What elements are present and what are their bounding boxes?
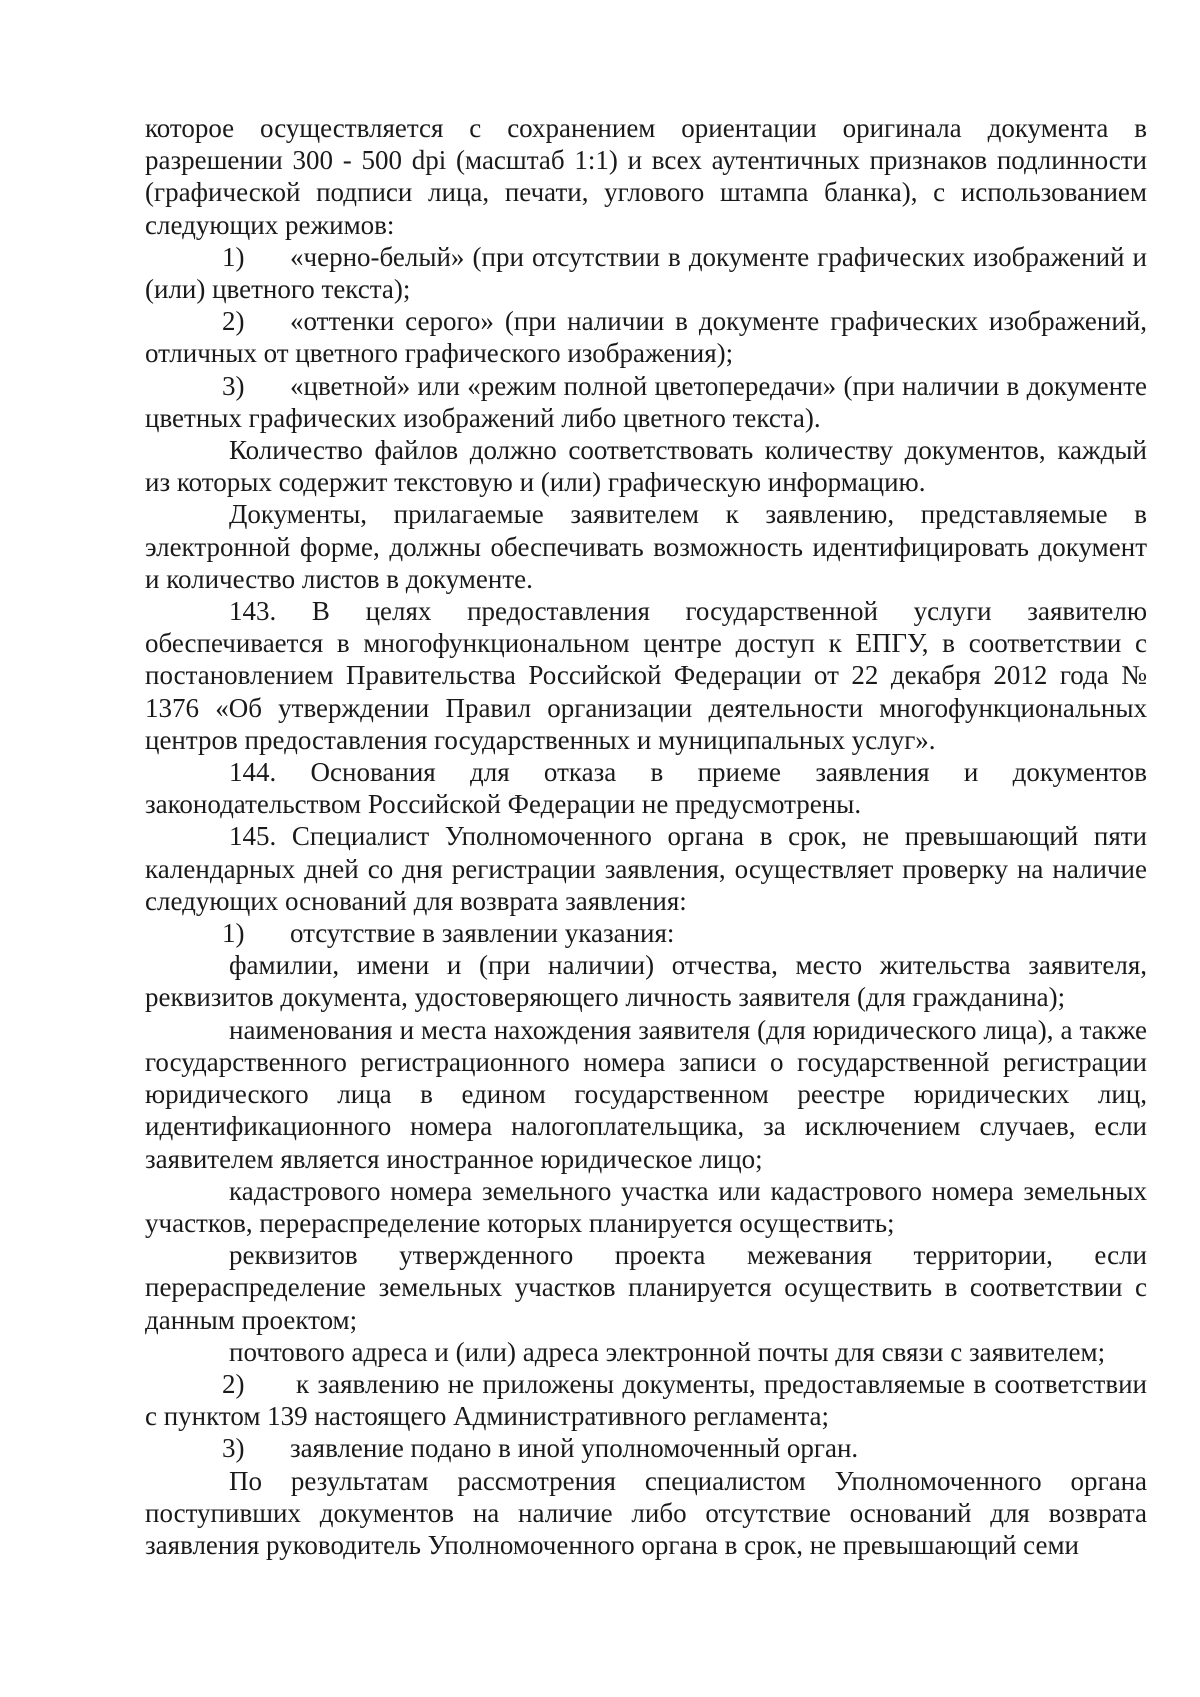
document-page — [145, 112, 1147, 1561]
list-marker: 2) — [222, 1368, 245, 1399]
list-marker: 3) — [222, 370, 245, 401]
list-item-text: «черно-белый» (при отсутствии в документе графических изображений и (или) цветного текста); — [145, 241, 1147, 305]
ground-item-2 — [145, 1368, 1147, 1432]
paragraph-file-count: Количество файлов должно соответствовать количеству документов, каждый из которых содержит текстовую и (или) графическую информацию. — [145, 435, 1147, 498]
list-marker: 3) — [222, 1433, 245, 1464]
paragraph-143: 143. В целях предоставления государственной услуги заявителю обеспечивается в многофункциональном центре доступ к ЕПГУ, в соответствии с постановлением Правительства Российской Федерации от 22 декабря 2012 года № 1376 «Об утверждении Правил организации деятельности многофункциональных центров предоставления государственных и муниципальных услуг». — [145, 596, 1147, 755]
mode-item-1 — [145, 241, 1147, 305]
list-marker: 1) — [222, 241, 245, 272]
list-item-text: отсутствие в заявлении указания: — [290, 918, 675, 949]
sub-item-cadastral-number: кадастрового номера земельного участка или кадастрового номера земельных участков, перераспределение которых планируется осуществить; — [145, 1175, 1147, 1238]
list-item-text: к заявлению не приложены документы, предоставляемые в соответствии с пунктом 139 настоящего Административного регламента; — [145, 1368, 1147, 1432]
paragraph-attached-documents: Документы, прилагаемые заявителем к заявлению, представляемые в электронной форме, должны обеспечивать возможность идентифицировать документ и количество листов в документе. — [145, 499, 1147, 594]
sub-item-survey-project: реквизитов утвержденного проекта межевания территории, если перераспределение земельных участков планируется осуществить в соответствии с данным проектом; — [145, 1240, 1147, 1335]
list-item-text: «оттенки серого» (при наличии в документе графических изображений, отличных от цветного графического изображения); — [145, 306, 1147, 369]
sub-item-contact-address: почтового адреса и (или) адреса электронной почты для связи с заявителем; — [229, 1336, 1106, 1367]
sub-item-legal-entity: наименования и места нахождения заявителя (для юридического лица), а также государственного регистрационного номера записи о государственной регистрации юридического лица в едином государственном реестре юридических лиц, идентификационного номера налогоплательщика, за исключением случаев, если заявителем является иностранное юридическое лицо; — [145, 1014, 1147, 1174]
paragraph-144: 144. Основания для отказа в приеме заявления и документов законодательством Российской Федерации не предусмотрены. — [145, 757, 1147, 820]
paragraph-145: 145. Специалист Уполномоченного органа в срок, не превышающий пяти календарных дней со дня регистрации заявления, осуществляет проверку на наличие следующих оснований для возврата заявления: — [145, 821, 1147, 916]
paragraph-scan-requirements: которое осуществляется с сохранением ориентации оригинала документа в разрешении 300 - 500 dpi (масштаб 1:1) и всех аутентичных признаков подлинности (графической подписи лица, печати, углового штампа бланка), с использованием следующих режимов: — [145, 113, 1147, 240]
mode-item-2 — [145, 305, 1147, 369]
ground-item-3 — [145, 1432, 1147, 1464]
ground-item-1 — [145, 917, 1147, 949]
paragraph-review-result: По результатам рассмотрения специалистом Уполномоченного органа поступивших документов на наличие либо отсутствие оснований для возврата заявления руководитель Уполномоченного органа в срок, не превышающий семи — [145, 1465, 1147, 1560]
list-item-text: заявление подано в иной уполномоченный орган. — [290, 1433, 859, 1464]
sub-item-applicant-name: фамилии, имени и (при наличии) отчества, место жительства заявителя, реквизитов документа, удостоверяющего личность заявителя (для гражданина); — [145, 950, 1147, 1013]
list-marker: 1) — [222, 918, 245, 949]
mode-item-3 — [145, 370, 1147, 434]
list-marker: 2) — [222, 306, 245, 337]
list-item-text: «цветной» или «режим полной цветопередачи» (при наличии в документе цветных графических изображений либо цветного текста). — [145, 370, 1147, 433]
